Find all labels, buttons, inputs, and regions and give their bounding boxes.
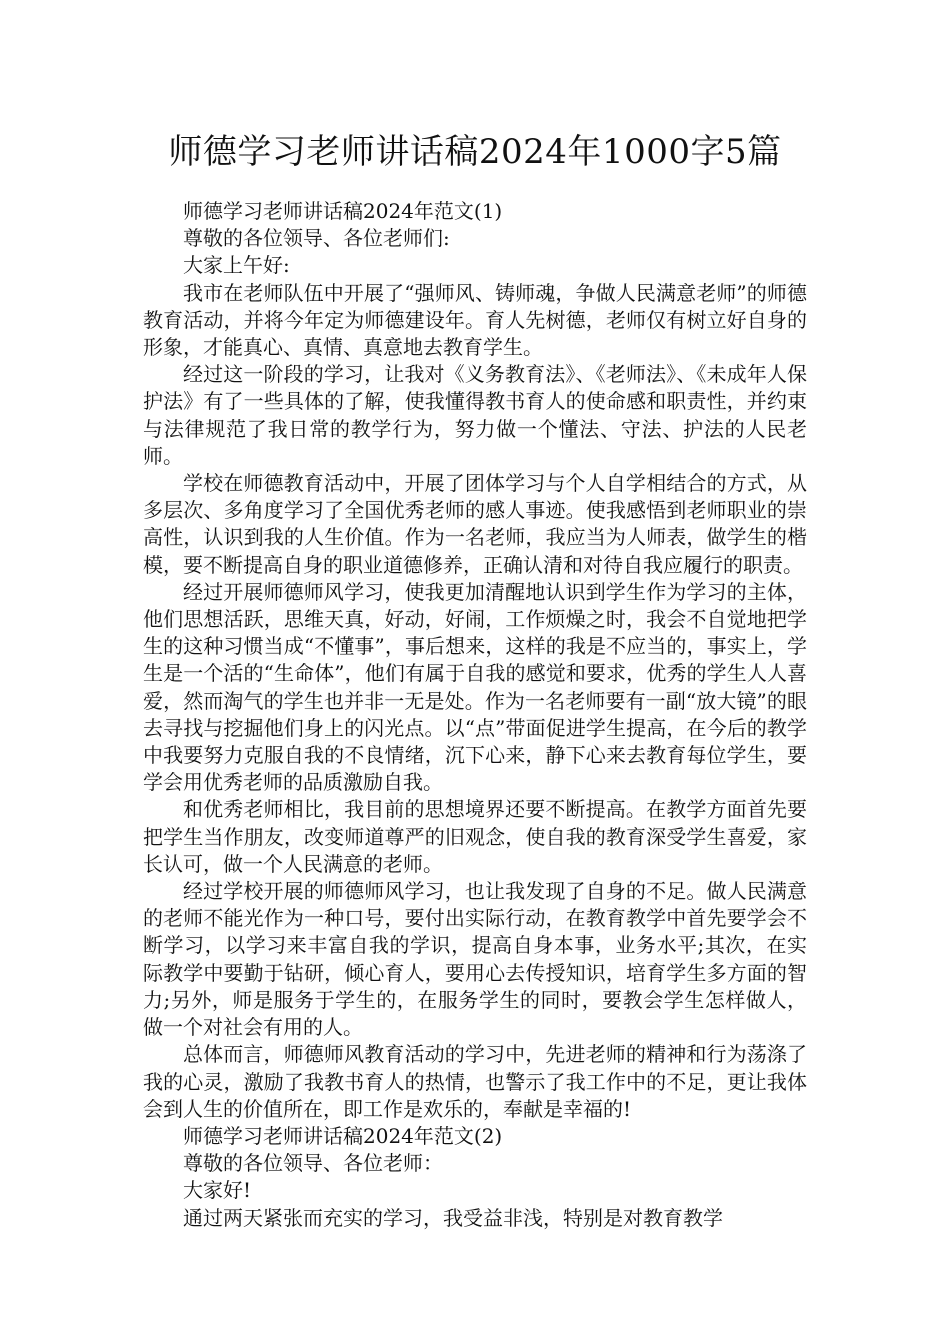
body-paragraph: 总体而言，师德师风教育活动的学习中，先进老师的精神和行为荡涤了我的心灵，激励了我教书育人的热情，也警示了我工作中的不足，更让我体会到人生的价值所在，即工作是欢乐的，奉献是幸福的! bbox=[143, 1042, 807, 1121]
section-heading: 师德学习老师讲话稿2024年范文(2) bbox=[183, 1123, 503, 1148]
greeting: 大家上午好: bbox=[183, 253, 290, 278]
body-paragraph: 经过开展师德师风学习，使我更加清醒地认识到学生作为学习的主体，他们思想活跃，思维天真，好动，好闹，工作烦燥之时，我会不自觉地把学生的这种习惯当成“不懂事”，事后想来，这样的我是不应当的，事实上，学生是一个活的“生命体”，他们有属于自我的感觉和要求，优秀的学生人人喜爱，然而淘气的学生也并非一无是处。作为一名老师要有一副“放大镜”的眼去寻找与挖掘他们身上的闪光点。以“点”带面促进学生提高，在今后的教学中我要努力克服自我的不良情绪，沉下心来，静下心来去教育每位学生，要学会用优秀老师的品质激励自我。 bbox=[143, 579, 807, 795]
body-paragraph: 经过学校开展的师德师风学习，也让我发现了自身的不足。做人民满意的老师不能光作为一种口号，要付出实际行动，在教育教学中首先要学会不断学习，以学习来丰富自我的学识，提高自身本事，业务水平;其次，在实际教学中要勤于钻研，倾心育人，要用心去传授知识，培育学生多方面的智力;另外，师是服务于学生的，在服务学生的同时，要教会学生怎样做人，做一个对社会有用的人。 bbox=[143, 879, 807, 1040]
greeting: 大家好! bbox=[183, 1178, 252, 1203]
salutation: 尊敬的各位领导、各位老师们: bbox=[183, 226, 450, 251]
body-paragraph: 和优秀老师相比，我目前的思想境界还要不断提高。在教学方面首先要把学生当作朋友，改变师道尊严的旧观念，使自我的教育深受学生喜爱，家长认可，做一个人民满意的老师。 bbox=[143, 797, 807, 876]
document-body bbox=[143, 198, 807, 1232]
salutation: 尊敬的各位领导、各位老师： bbox=[183, 1151, 443, 1176]
body-paragraph: 学校在师德教育活动中，开展了团体学习与个人自学相结合的方式，从多层次、多角度学习了全国优秀老师的感人事迹。使我感悟到老师职业的崇高性，认识到我的人生价值。作为一名老师，我应当为人师表，做学生的楷模，要不断提高自身的职业道德修养，正确认清和对待自我应履行的职责。 bbox=[143, 471, 807, 577]
body-paragraph: 我市在老师队伍中开展了“强师风、铸师魂，争做人民满意老师”的师德教育活动，并将今年定为师德建设年。育人先树德，老师仅有树立好自身的形象，才能真心、真情、真意地去教育学生。 bbox=[143, 280, 807, 360]
body-paragraph: 通过两天紧张而充实的学习，我受益非浅，特别是对教育教学 bbox=[183, 1205, 723, 1230]
document-title: 师德学习老师讲话稿2024年1000字5篇 bbox=[168, 132, 782, 172]
body-paragraph: 经过这一阶段的学习，让我对《义务教育法》、《老师法》、《未成年人保护法》有了一些具体的了解，使我懂得教书育人的使命感和职责性，并约束与法律规范了我日常的教学行为，努力做一个懂法、守法、护法的人民老师。 bbox=[143, 362, 807, 468]
section-heading: 师德学习老师讲话稿2024年范文(1) bbox=[183, 199, 503, 223]
